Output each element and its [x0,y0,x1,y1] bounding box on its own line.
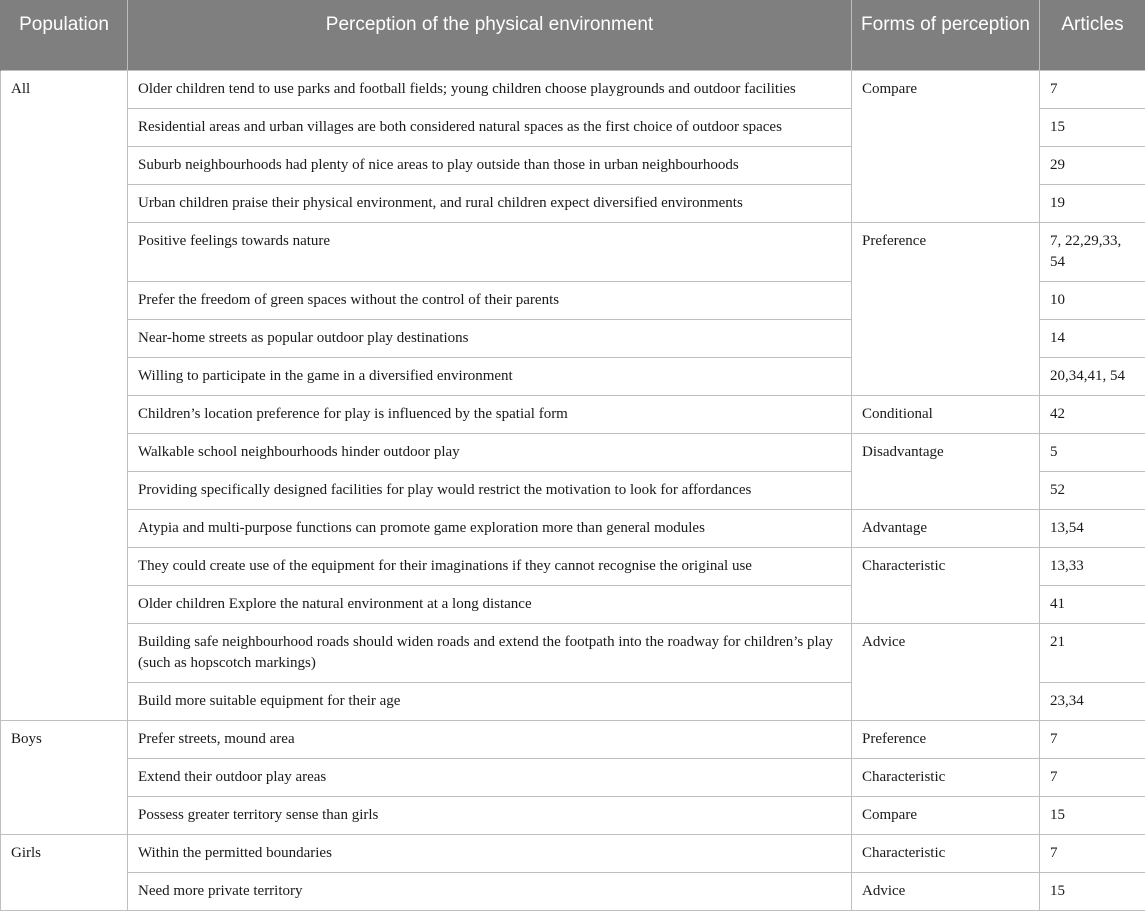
articles-cell: 15 [1040,108,1145,146]
form-cell: Characteristic [852,758,1040,796]
articles-cell: 7 [1040,70,1145,108]
form-cell: Compare [852,796,1040,834]
form-cell: Preference [852,720,1040,758]
articles-cell: 42 [1040,395,1145,433]
articles-cell: 41 [1040,585,1145,623]
perception-cell: Providing specifically designed facilities for play would restrict the motivation to look for affordances [128,471,852,509]
perception-cell: Possess greater territory sense than girls [128,796,852,834]
table-row [1,720,1145,758]
perception-cell: Extend their outdoor play areas [128,758,852,796]
form-cell: Preference [852,222,1040,395]
population-cell: All [1,70,128,720]
header-forms: Forms of perception [852,0,1040,70]
form-cell: Compare [852,70,1040,222]
articles-cell: 7 [1040,758,1145,796]
form-cell: Advantage [852,509,1040,547]
header-articles: Articles [1040,0,1145,70]
form-cell: Disadvantage [852,433,1040,509]
articles-cell: 21 [1040,623,1145,682]
articles-cell: 29 [1040,146,1145,184]
perception-cell: Residential areas and urban villages are both considered natural spaces as the first choice of outdoor spaces [128,108,852,146]
perception-cell: Walkable school neighbourhoods hinder outdoor play [128,433,852,471]
table-row [1,758,1145,796]
table-row [1,872,1145,910]
table-row [1,222,1145,281]
perception-cell: Atypia and multi-purpose functions can promote game exploration more than general modules [128,509,852,547]
form-cell: Advice [852,623,1040,720]
perception-cell: Near-home streets as popular outdoor play destinations [128,319,852,357]
table-row [1,796,1145,834]
perception-cell: They could create use of the equipment for their imaginations if they cannot recognise the original use [128,547,852,585]
articles-cell: 7 [1040,834,1145,872]
articles-cell: 23,34 [1040,682,1145,720]
articles-cell: 13,54 [1040,509,1145,547]
articles-cell: 20,34,41, 54 [1040,357,1145,395]
form-cell: Characteristic [852,834,1040,872]
articles-cell: 5 [1040,433,1145,471]
form-cell: Characteristic [852,547,1040,623]
perception-cell: Building safe neighbourhood roads should widen roads and extend the footpath into the roadway for children’s play (such as hopscotch markings) [128,623,852,682]
table-row [1,547,1145,585]
perception-cell: Urban children praise their physical environment, and rural children expect diversified environments [128,184,852,222]
articles-cell: 10 [1040,281,1145,319]
table-row [1,433,1145,471]
table-row [1,509,1145,547]
table-row [1,623,1145,682]
perception-cell: Older children tend to use parks and football fields; young children choose playgrounds and outdoor facilities [128,70,852,108]
articles-cell: 52 [1040,471,1145,509]
perception-cell: Within the permitted boundaries [128,834,852,872]
articles-cell: 15 [1040,872,1145,910]
table-row [1,395,1145,433]
population-cell: Boys [1,720,128,834]
perception-cell: Need more private territory [128,872,852,910]
articles-cell: 7 [1040,720,1145,758]
perception-cell: Older children Explore the natural environment at a long distance [128,585,852,623]
perception-cell: Prefer streets, mound area [128,720,852,758]
articles-cell: 19 [1040,184,1145,222]
header-perception: Perception of the physical environment [128,0,852,70]
table-row [1,834,1145,872]
perception-cell: Prefer the freedom of green spaces without the control of their parents [128,281,852,319]
table-body [1,70,1145,910]
form-cell: Advice [852,872,1040,910]
header-population: Population [1,0,128,70]
perception-cell: Suburb neighbourhoods had plenty of nice areas to play outside than those in urban neighbourhoods [128,146,852,184]
table-row [1,70,1145,108]
perception-cell: Children’s location preference for play is influenced by the spatial form [128,395,852,433]
articles-cell: 14 [1040,319,1145,357]
table-header [1,0,1145,70]
population-cell: Girls [1,834,128,910]
articles-cell: 13,33 [1040,547,1145,585]
perception-cell: Willing to participate in the game in a diversified environment [128,357,852,395]
articles-cell: 15 [1040,796,1145,834]
form-cell: Conditional [852,395,1040,433]
perception-cell: Build more suitable equipment for their age [128,682,852,720]
perception-cell: Positive feelings towards nature [128,222,852,281]
articles-cell: 7, 22,29,33, 54 [1040,222,1145,281]
